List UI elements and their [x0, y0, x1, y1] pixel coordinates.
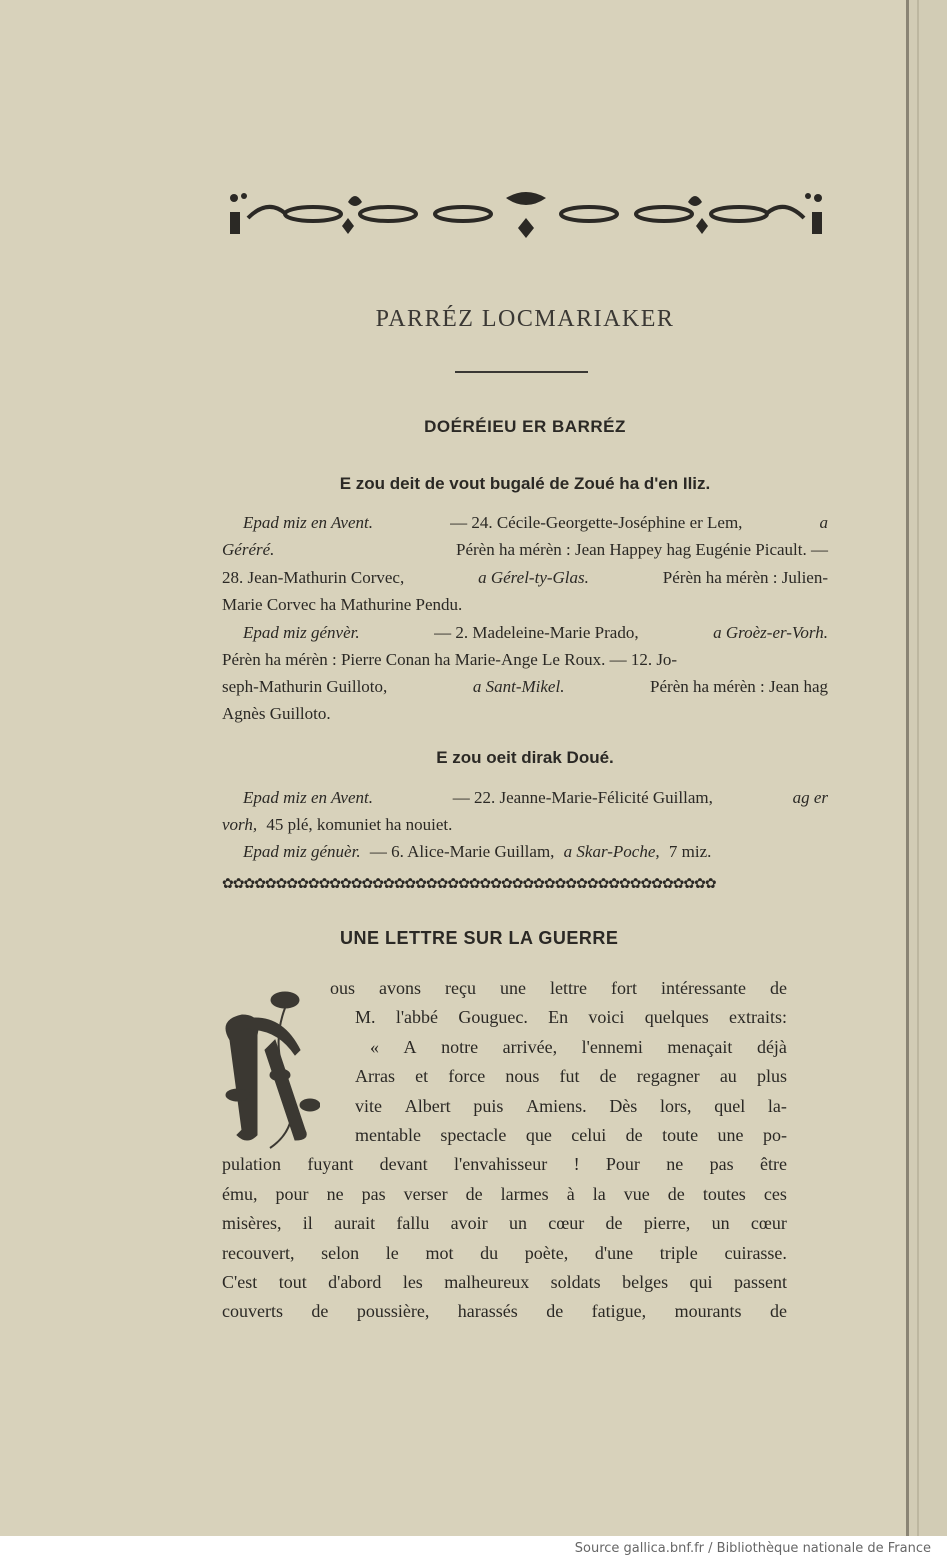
text-segment: Epad miz en Avent.: [243, 513, 373, 532]
text-segment: Marie Corvec ha Mathurine Pendu.: [222, 595, 463, 614]
text-segment: a Gérel-ty-Glas.: [478, 568, 589, 587]
baptisms-line: [222, 537, 828, 563]
letter-line: M. l'abbé Gouguec. En voici quelques extraits:: [355, 1007, 787, 1028]
deaths-line: [222, 812, 828, 838]
text-segment: vorh,: [222, 815, 258, 834]
text-segment: 7 miz.: [664, 842, 712, 861]
text-segment: seph-Mathurin Guilloto,: [222, 677, 392, 696]
text-segment: — 24. Cécile-Georgette-Joséphine er Lem,: [445, 513, 747, 532]
letter-line: ému, pour ne pas verser de larmes à la vue de toutes ces: [222, 1183, 787, 1204]
deaths-line: [243, 785, 828, 811]
text-segment: — 2. Madeleine-Marie Prado,: [429, 623, 643, 642]
section-heading: DOÉRÉIEU ER BARRÉZ: [424, 417, 626, 436]
text-segment: ag er: [792, 788, 828, 807]
deaths-heading: E zou oeit dirak Doué.: [436, 748, 614, 767]
source-credit: Source gallica.bnf.fr / Bibliothèque nationale de France: [574, 1541, 931, 1556]
letter-line: ous avons reçu une lettre fort intéressante de: [330, 978, 787, 998]
text-segment: Agnès Guilloto.: [222, 704, 331, 723]
letter-line: vite Albert puis Amiens. Dès lors, quel la-: [355, 1095, 787, 1116]
text-segment: Pérèn ha mérèn : Jean hag: [645, 677, 828, 696]
text-segment: Pérèn ha mérèn : Julien-: [658, 568, 828, 587]
letter-line: couverts de poussière, harassés de fatigue, mourants de: [222, 1301, 787, 1322]
baptisms-line: [222, 592, 828, 618]
adjacent-page-edge: [906, 0, 947, 1536]
letter-line: « A notre arrivée, l'ennemi menaçait déjà: [370, 1036, 787, 1057]
baptisms-line: [222, 647, 828, 673]
page-title: PARRÉZ LOCMARIAKER: [375, 306, 675, 332]
text-segment: a Groèz-er-Vorh.: [713, 623, 828, 642]
baptisms-heading: E zou deit de vout bugalé de Zoué ha d'en Iliz.: [339, 474, 711, 493]
text-segment: — 22. Jeanne-Marie-Félicité Guillam,: [448, 788, 718, 807]
baptisms-line: [222, 701, 828, 727]
baptisms-line: [222, 674, 828, 700]
letter-line: C'est tout d'abord les malheureux soldats belges qui passent: [222, 1272, 787, 1292]
baptisms-line: [243, 620, 828, 646]
text-segment: — 6. Alice-Marie Guillam,: [365, 842, 559, 861]
text-segment: Epad miz en Avent.: [243, 788, 373, 807]
letter-line: mentable spectacle que celui de toute une po-: [355, 1125, 787, 1145]
dropcap-n-illustration: [220, 980, 320, 1155]
letter-line: recouvert, selon le mot du poète, d'une triple cuirasse.: [222, 1242, 787, 1263]
ornament-header: [228, 188, 824, 240]
text-segment: Pérèn ha mérèn : Jean Happey hag Eugénie Picault. —: [451, 540, 828, 559]
text-segment: Pérèn ha mérèn : Pierre Conan ha Marie-Ange Le Roux. — 12. Jo-: [222, 650, 678, 669]
letter-line: Arras et force nous fut de regagner au plus: [355, 1066, 787, 1087]
text-segment: Epad miz génvèr.: [243, 623, 360, 642]
text-segment: a: [819, 513, 828, 532]
text-segment: a Sant-Mikel.: [472, 677, 565, 696]
article-heading: UNE LETTRE SUR LA GUERRE: [340, 928, 619, 948]
title-divider: [455, 371, 588, 373]
letter-line: misères, il aurait fallu avoir un cœur de pierre, un cœur: [222, 1213, 787, 1234]
deaths-line: [243, 839, 828, 865]
text-segment: a Skar-Poche,: [563, 842, 660, 861]
baptisms-line: [222, 565, 828, 591]
text-segment: 45 plé, komuniet ha nouiet.: [262, 815, 453, 834]
star-divider: ✿✿✿✿✿✿✿✿✿✿✿✿✿✿✿✿✿✿✿✿✿✿✿✿✿✿✿✿✿✿✿✿✿✿✿✿✿✿✿✿✿✿✿✿✿✿: [222, 877, 716, 892]
baptisms-line: [243, 510, 828, 536]
letter-line: pulation fuyant devant l'envahisseur ! Pour ne pas être: [222, 1154, 787, 1175]
text-segment: 28. Jean-Mathurin Corvec,: [222, 568, 409, 587]
text-segment: Epad miz génuèr.: [243, 842, 361, 861]
text-segment: Géréré.: [222, 540, 275, 559]
